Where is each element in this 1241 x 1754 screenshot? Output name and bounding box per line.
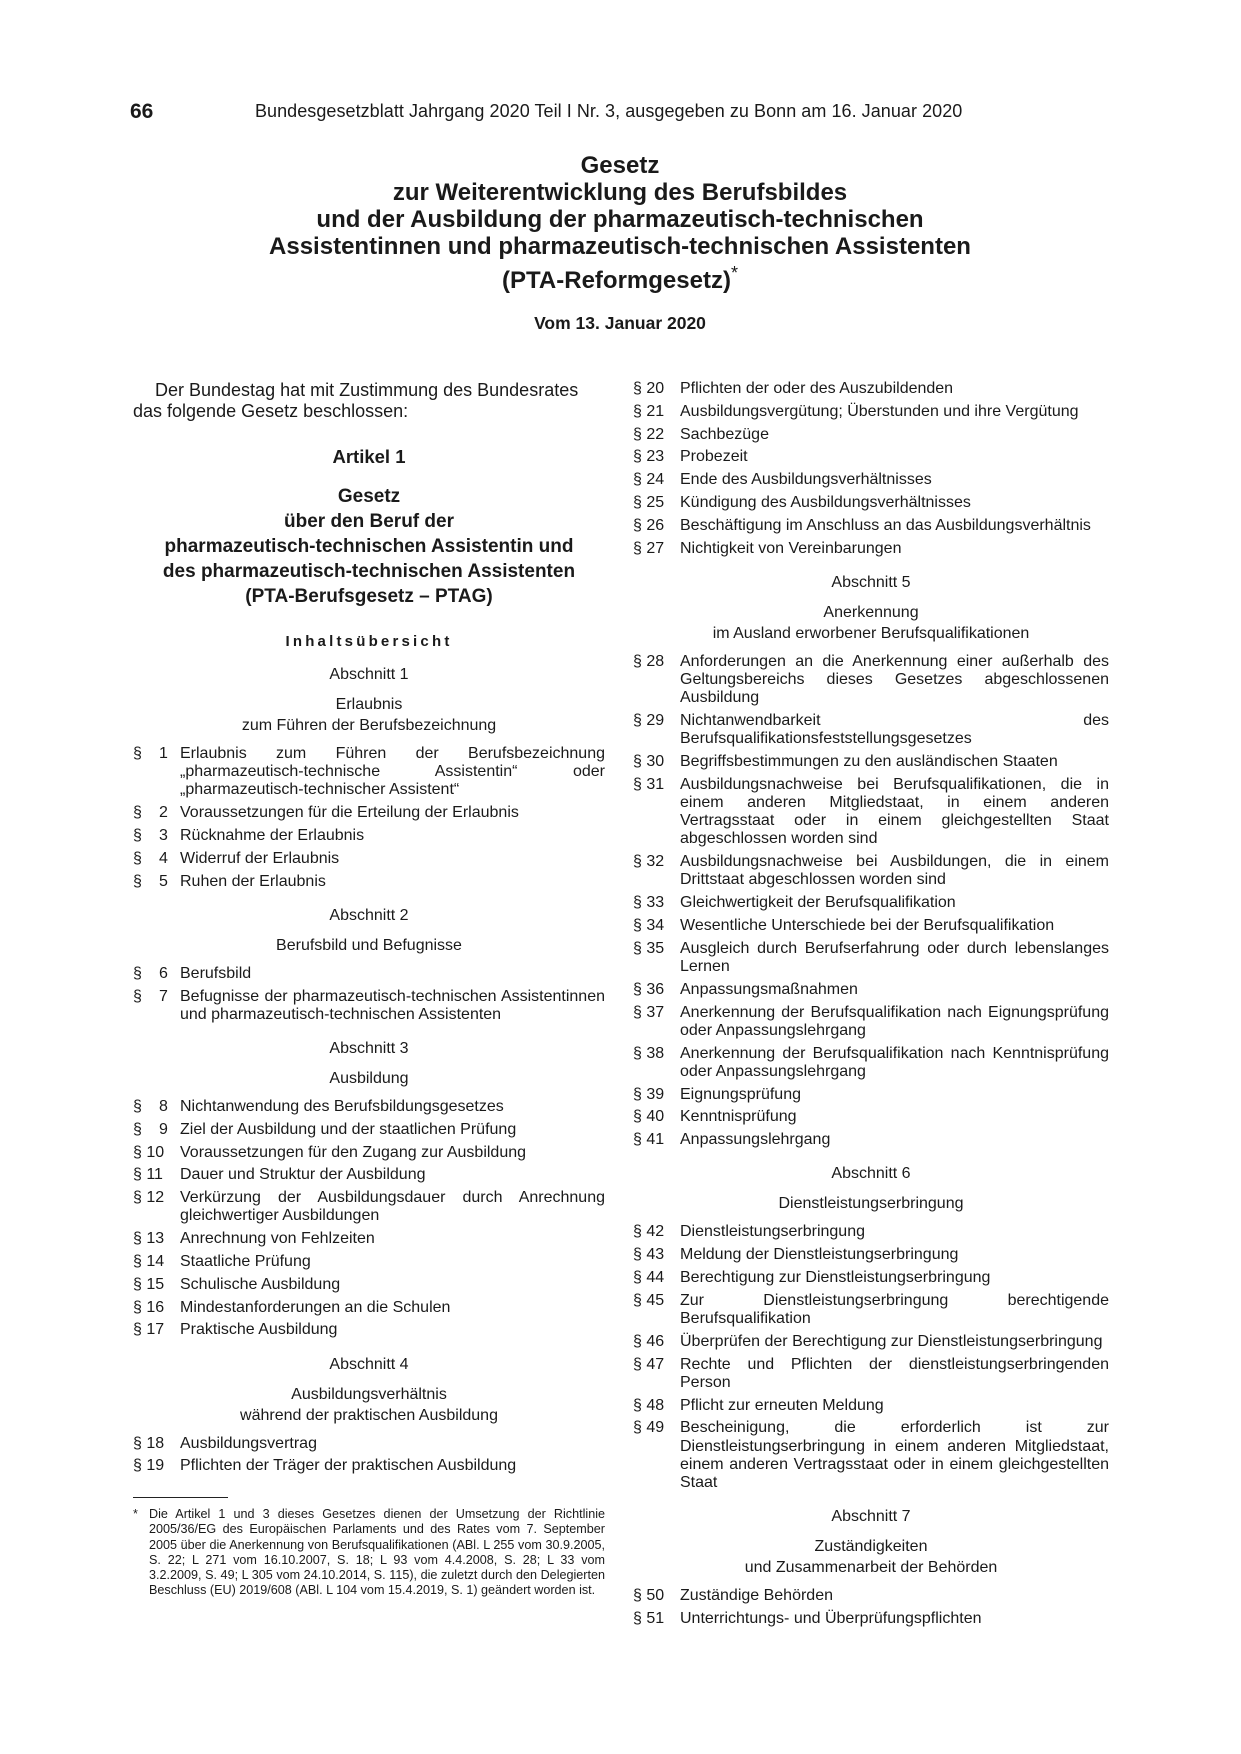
toc-entry[interactable] xyxy=(133,1166,605,1184)
paragraph-number: 6 xyxy=(159,964,168,982)
section-title-line: Zuständigkeiten xyxy=(814,1538,928,1556)
paragraph-sign: § 48 xyxy=(633,1396,665,1414)
section-label: Abschnitt 4 xyxy=(329,1355,409,1373)
toc-entry-number xyxy=(633,1108,680,1126)
paragraph-sign: § 17 xyxy=(133,1321,165,1339)
toc-entry[interactable] xyxy=(633,380,1109,398)
toc-entry[interactable] xyxy=(633,1587,1109,1605)
paragraph-sign: § 15 xyxy=(133,1275,165,1293)
article-title-line: pharmazeutisch-technischen Assistentin und xyxy=(164,536,574,557)
paragraph-sign: § 13 xyxy=(133,1230,165,1248)
footnote-text: Die Artikel 1 und 3 dieses Gesetzes dienen der Umsetzung der Richtlinie 2005/36/EG des Europäischen Parlaments und des Rates vom 7. September 2005 über die Anerkennung von Berufsqualifikationen (ABl. L 255 vom 30.9.2005, S. 22; L 271 vom 16.10.2007, S. 18; L 93 vom 4.4.2008, S. 28; L 33 vom 3.2.2009, S. 49; L 305 vom 24.10.2014, S. 115), die zuletzt durch den Delegierten Beschluss (EU) 2019/608 (ABl. L 104 vom 15.4.2019, S. 1) geändert worden ist. xyxy=(149,1507,605,1598)
toc-entry-number xyxy=(633,426,680,444)
toc-right xyxy=(633,380,1109,1628)
toc-entry-number xyxy=(633,1086,680,1104)
toc-entry-text: Dauer und Struktur der Ausbildung xyxy=(180,1166,426,1184)
toc-entry-text: Widerruf der Erlaubnis xyxy=(180,849,340,867)
toc-entry-text: Anforderungen an die Anerkennung einer außerhalb des Geltungsbereichs dieses Gesetzes abgeschlossenen Ausbildung xyxy=(680,652,1109,707)
section-title-line: Dienstleistungserbringung xyxy=(778,1195,964,1213)
paragraph-sign: § 26 xyxy=(633,516,665,534)
toc-entry-text: Ausgleich durch Berufserfahrung oder durch lebenslanges Lernen xyxy=(680,939,1109,975)
toc-entry[interactable] xyxy=(133,1121,605,1139)
toc-entry-number xyxy=(633,753,680,771)
section-title xyxy=(633,602,1109,644)
section-label: Abschnitt 6 xyxy=(831,1165,911,1183)
toc-entry[interactable] xyxy=(633,1086,1109,1104)
toc-entry-text: Gleichwertigkeit der Berufsqualifikation xyxy=(680,894,956,912)
toc-entry-text: Nichtanwendbarkeit des Berufsqualifikationsfeststellungsgesetzes xyxy=(680,711,1109,748)
toc-entry-text: Pflicht zur erneuten Meldung xyxy=(680,1396,884,1414)
toc-entry-number xyxy=(633,894,680,912)
paragraph-sign: § xyxy=(133,827,142,844)
toc-entry-text: Praktische Ausbildung xyxy=(180,1321,338,1339)
toc-entry-text: Rücknahme der Erlaubnis xyxy=(180,827,365,844)
paragraph-number: 8 xyxy=(159,1098,168,1115)
toc-entry-text: Verkürzung der Ausbildungsdauer durch Anrechnung gleichwertiger Ausbildungen xyxy=(180,1189,605,1225)
law-title-line: und der Ausbildung der pharmazeutisch-technischen xyxy=(316,206,924,233)
toc-entry-number xyxy=(633,540,680,558)
toc-entry[interactable] xyxy=(133,988,605,1024)
paragraph-sign: § 51 xyxy=(633,1609,665,1627)
toc-entry[interactable] xyxy=(133,873,605,891)
toc-entry-text: Ruhen der Erlaubnis xyxy=(180,872,326,890)
toc-entry-number xyxy=(133,1253,180,1271)
toc-entry-text: Anpassungsmaßnahmen xyxy=(680,980,858,998)
paragraph-sign: § 43 xyxy=(633,1246,665,1264)
toc-entry-number xyxy=(133,1121,180,1139)
toc-entry-number xyxy=(133,827,180,845)
toc-heading: Inhaltsübersicht xyxy=(285,633,453,650)
paragraph-sign: § 33 xyxy=(633,894,665,912)
paragraph-sign: § xyxy=(133,849,142,867)
toc-entry-text: Voraussetzungen für die Erteilung der Erlaubnis xyxy=(180,804,519,822)
paragraph-sign: § 10 xyxy=(133,1143,165,1161)
toc-entry[interactable] xyxy=(133,965,605,983)
toc-entry[interactable] xyxy=(633,1292,1109,1328)
section-title-line: Ausbildungsverhältnis xyxy=(291,1385,447,1403)
toc-entry-text: Rechte und Pflichten der dienstleistungserbringenden Person xyxy=(680,1355,1109,1391)
paragraph-sign: § 45 xyxy=(633,1291,665,1309)
toc-entry[interactable] xyxy=(133,1435,605,1453)
toc-entry[interactable] xyxy=(633,1269,1109,1287)
toc-entry[interactable] xyxy=(633,448,1109,466)
toc-entry-text: Ausbildungsvertrag xyxy=(180,1434,317,1452)
section-title-line: Erlaubnis xyxy=(335,696,403,713)
section-title-line: zum Führen der Berufsbezeichnung xyxy=(241,717,497,734)
toc-entry-number xyxy=(133,804,180,822)
toc-entry[interactable] xyxy=(133,1321,605,1339)
toc-entry-number xyxy=(633,1246,680,1264)
paragraph-number: 4 xyxy=(159,849,168,867)
toc-entry-number xyxy=(633,940,680,976)
toc-entry-text: Probezeit xyxy=(680,448,748,466)
paragraph-sign: § 11 xyxy=(133,1166,163,1184)
toc-entry[interactable] xyxy=(133,1253,605,1271)
toc-entry-number xyxy=(633,1269,680,1287)
toc-entry-number xyxy=(633,448,680,466)
paragraph-sign: § 24 xyxy=(633,471,665,489)
toc-entry-text: Anerkennung der Berufsqualifikation nach Eignungsprüfung oder Anpassungslehrgang xyxy=(680,1003,1109,1039)
toc-entry-text: Erlaubnis zum Führen der Berufsbezeichnung „pharmazeutisch-technische Assistentin“ oder „pharmazeutisch-technischer Assistent“ xyxy=(180,745,605,799)
toc-entry-number xyxy=(633,917,680,935)
toc-entry-number xyxy=(633,1397,680,1415)
toc-list xyxy=(633,380,1109,558)
paragraph-sign: § 28 xyxy=(633,652,665,670)
paragraph-sign: § 14 xyxy=(133,1252,165,1270)
paragraph-number: 1 xyxy=(159,745,168,762)
paragraph-sign: § 12 xyxy=(133,1189,165,1207)
toc-entry[interactable] xyxy=(633,426,1109,444)
paragraph-sign: § 19 xyxy=(133,1457,165,1475)
running-head: Bundesgesetzblatt Jahrgang 2020 Teil I Nr. 3, ausgegeben zu Bonn am 16. Januar 2020 xyxy=(255,101,963,121)
toc-entry[interactable] xyxy=(633,1223,1109,1241)
toc-entry[interactable] xyxy=(633,776,1109,849)
section-label: Abschnitt 5 xyxy=(831,573,911,591)
paragraph-number: 9 xyxy=(159,1120,168,1138)
toc-entry-number xyxy=(133,1098,180,1116)
law-title xyxy=(200,152,1040,294)
law-title-line: Gesetz xyxy=(580,152,660,179)
article-heading: Artikel 1 xyxy=(332,446,406,467)
toc-entry-number xyxy=(633,1333,680,1351)
paragraph-sign: § 42 xyxy=(633,1223,665,1241)
toc-entry-text: Mindestanforderungen an die Schulen xyxy=(180,1298,451,1316)
paragraph-sign: § 46 xyxy=(633,1332,665,1350)
toc-entry-number xyxy=(133,1166,180,1184)
toc-entry-text: Ausbildungsvergütung; Überstunden und ihre Vergütung xyxy=(680,402,1079,420)
toc-entry-number xyxy=(633,494,680,512)
paragraph-sign: § xyxy=(133,964,142,982)
toc-entry-number xyxy=(133,1457,180,1475)
toc-entry-number xyxy=(633,1223,680,1241)
toc-entry[interactable] xyxy=(633,1045,1109,1081)
toc-entry-number xyxy=(133,965,180,983)
toc-entry-text: Meldung der Dienstleistungserbringung xyxy=(680,1246,959,1264)
law-title-line xyxy=(200,260,1040,294)
toc-entry[interactable] xyxy=(633,653,1109,708)
section-title-line: Ausbildung xyxy=(329,1070,409,1087)
page-number: 66 xyxy=(130,100,154,123)
paragraph-sign: § 29 xyxy=(633,711,665,729)
toc-entry-number xyxy=(633,403,680,421)
toc-entry[interactable] xyxy=(633,981,1109,999)
paragraph-sign: § 34 xyxy=(633,916,665,934)
article-title-line: des pharmazeutisch-technischen Assistenten xyxy=(162,561,576,582)
toc-entry-text: Nichtigkeit von Vereinbarungen xyxy=(680,539,902,557)
toc-entry-text: Ziel der Ausbildung und der staatlichen Prüfung xyxy=(180,1120,517,1138)
paragraph-sign: § 20 xyxy=(633,380,665,397)
toc-entry-text: Unterrichtungs- und Überprüfungspflichten xyxy=(680,1609,982,1627)
toc-entry-number xyxy=(133,850,180,868)
toc-entry-number xyxy=(133,873,180,891)
toc-entry-text: Anrechnung von Fehlzeiten xyxy=(180,1230,375,1248)
toc-entry-number xyxy=(633,981,680,999)
toc-entry-number xyxy=(633,712,680,748)
toc-entry-text: Ende des Ausbildungsverhältnisses xyxy=(680,471,932,489)
toc-entry-text: Voraussetzungen für den Zugang zur Ausbildung xyxy=(180,1143,527,1161)
toc-entry[interactable] xyxy=(633,1356,1109,1392)
paragraph-sign: § 36 xyxy=(633,980,665,998)
toc-entry-number xyxy=(633,1356,680,1392)
toc-entry-text: Begriffsbestimmungen zu den ausländischen Staaten xyxy=(680,752,1058,770)
toc-entry-number xyxy=(633,1587,680,1605)
paragraph-sign: § 49 xyxy=(633,1419,665,1437)
toc-entry-number xyxy=(633,1610,680,1628)
footnote xyxy=(133,1507,605,1599)
paragraph-sign: § 31 xyxy=(633,775,665,793)
article-title xyxy=(133,484,605,609)
section-title xyxy=(133,935,605,956)
paragraph-sign: § xyxy=(133,987,142,1005)
toc-entry-number xyxy=(633,380,680,398)
toc-entry-number xyxy=(633,776,680,849)
paragraph-sign: § 25 xyxy=(633,493,665,511)
section-title-line: im Ausland erworbener Berufsqualifikationen xyxy=(712,624,1030,642)
intro-paragraph: Der Bundestag hat mit Zustimmung des Bundesrates das folgende Gesetz beschlossen: xyxy=(133,380,579,421)
toc-entry-text: Befugnisse der pharmazeutisch-technischen Assistentinnen und pharmazeutisch-technischen Assistenten xyxy=(180,987,605,1023)
toc-list xyxy=(633,1587,1109,1628)
toc-entry[interactable] xyxy=(633,917,1109,935)
article-title-line: über den Beruf der xyxy=(284,511,454,532)
article-title-line: (PTA-Berufsgesetz – PTAG) xyxy=(245,586,493,607)
toc-entry-number xyxy=(633,1419,680,1492)
toc-entry-text: Eignungsprüfung xyxy=(680,1085,801,1103)
left-column xyxy=(133,380,605,1480)
toc-entry-number xyxy=(133,1189,180,1225)
paragraph-number: 2 xyxy=(159,804,168,822)
toc-entry-number xyxy=(633,471,680,489)
toc-entry-text: Beschäftigung im Anschluss an das Ausbildungsverhältnis xyxy=(680,516,1091,534)
toc-list xyxy=(133,1098,605,1340)
paragraph-sign: § 18 xyxy=(133,1434,165,1452)
toc-entry-text: Dienstleistungserbringung xyxy=(680,1223,865,1241)
toc-entry[interactable] xyxy=(633,517,1109,535)
paragraph-sign: § xyxy=(133,1120,142,1138)
paragraph-sign: § xyxy=(133,745,142,762)
toc-entry[interactable] xyxy=(633,940,1109,976)
toc-entry[interactable] xyxy=(633,494,1109,512)
toc-entry-text: Pflichten der Träger der praktischen Ausbildung xyxy=(180,1457,517,1475)
toc-entry[interactable] xyxy=(633,1397,1109,1415)
toc-entry[interactable] xyxy=(633,1419,1109,1492)
paragraph-sign: § 16 xyxy=(133,1298,165,1316)
toc-entry[interactable] xyxy=(133,1189,605,1225)
toc-entry-text: Zuständige Behörden xyxy=(680,1587,833,1605)
toc-entry-number xyxy=(133,1321,180,1339)
toc-entry-number xyxy=(133,1435,180,1453)
toc-entry[interactable] xyxy=(133,1276,605,1294)
toc-entry-number xyxy=(633,1292,680,1328)
toc-entry[interactable] xyxy=(633,1004,1109,1040)
toc-entry-text: Anerkennung der Berufsqualifikation nach Kenntnisprüfung oder Anpassungslehrgang xyxy=(680,1044,1109,1080)
paragraph-sign: § 22 xyxy=(633,425,665,443)
toc-entry-number xyxy=(133,745,180,800)
toc-entry-text: Bescheinigung, die erforderlich ist zur Dienstleistungserbringung in einem anderen Mitgliedstaat, einem anderen Vertragsstaat oder in einem gleichgestellten Staat xyxy=(680,1419,1109,1491)
toc-entry[interactable] xyxy=(633,712,1109,748)
paragraph-sign: § 27 xyxy=(633,539,665,557)
toc-entry-text: Anpassungslehrgang xyxy=(680,1131,831,1149)
footnote-rule xyxy=(133,1497,228,1498)
section-title-line: Anerkennung xyxy=(823,603,919,621)
paragraph-number: 3 xyxy=(159,827,168,844)
toc-entry-number xyxy=(633,1004,680,1040)
toc-entry[interactable] xyxy=(133,804,605,822)
toc-entry[interactable] xyxy=(633,1246,1109,1264)
toc-entry-text: Ausbildungsnachweise bei Ausbildungen, die in einem Drittstaat abgeschlossen worden sind xyxy=(680,853,1109,889)
toc-entry-number xyxy=(133,1230,180,1248)
toc-entry-text: Staatliche Prüfung xyxy=(180,1252,311,1270)
toc-list xyxy=(633,1223,1109,1492)
toc-entry[interactable] xyxy=(633,1610,1109,1628)
section-title xyxy=(133,1068,605,1089)
section-title-line: Berufsbild und Befugnisse xyxy=(276,936,462,954)
toc-entry[interactable] xyxy=(633,403,1109,421)
section-label: Abschnitt 2 xyxy=(329,906,409,924)
toc-entry[interactable] xyxy=(633,1108,1109,1126)
section-title xyxy=(133,694,605,736)
paragraph-sign: § 44 xyxy=(633,1268,665,1286)
paragraph-number: 5 xyxy=(159,872,168,890)
toc-entry-number xyxy=(133,988,180,1024)
toc-entry-text: Ausbildungsnachweise bei Berufsqualifikationen, die in einem anderen Mitgliedstaat, in einem anderen Vertragsstaat oder in einem gleichgestellten Staat abgeschlossen worden sind xyxy=(680,775,1109,848)
toc-entry-text: Kenntnisprüfung xyxy=(680,1108,797,1126)
paragraph-sign: § 41 xyxy=(633,1131,665,1149)
toc-entry[interactable] xyxy=(633,753,1109,771)
paragraph-sign: § xyxy=(133,804,142,822)
paragraph-sign: § 38 xyxy=(633,1044,665,1062)
law-title-line: zur Weiterentwicklung des Berufsbildes xyxy=(392,179,848,206)
toc-entry[interactable] xyxy=(133,1230,605,1248)
section-label: Abschnitt 1 xyxy=(329,666,409,683)
toc-entry-text: Wesentliche Unterschiede bei der Berufsqualifikation xyxy=(680,916,1055,934)
toc-entry[interactable] xyxy=(133,827,605,845)
toc-entry[interactable] xyxy=(133,1299,605,1317)
toc-entry-number xyxy=(633,1131,680,1149)
toc-list xyxy=(133,965,605,1024)
toc-entry-text: Schulische Ausbildung xyxy=(180,1275,341,1293)
toc-entry[interactable] xyxy=(633,1131,1109,1149)
article-title-line: Gesetz xyxy=(337,486,401,507)
footnote-mark: * xyxy=(730,263,738,283)
toc-entry-number xyxy=(133,1299,180,1317)
toc-entry-text: Kündigung des Ausbildungsverhältnisses xyxy=(680,493,971,511)
law-date: Vom 13. Januar 2020 xyxy=(534,313,706,333)
toc-entry-number xyxy=(133,1276,180,1294)
toc-left xyxy=(133,666,605,1476)
toc-entry-text: Berechtigung zur Dienstleistungserbringung xyxy=(680,1268,991,1286)
toc-entry-text: Überprüfen der Berechtigung zur Dienstleistungserbringung xyxy=(680,1332,1103,1350)
paragraph-sign: § 47 xyxy=(633,1355,665,1373)
toc-entry-number xyxy=(633,653,680,708)
toc-entry-number xyxy=(633,517,680,535)
paragraph-sign: § 39 xyxy=(633,1085,665,1103)
toc-list xyxy=(633,653,1109,1150)
toc-entry-text: Zur Dienstleistungserbringung berechtigende Berufsqualifikation xyxy=(680,1291,1109,1327)
paragraph-number: 7 xyxy=(159,987,168,1005)
paragraph-sign: § 32 xyxy=(633,853,665,871)
paragraph-sign: § 30 xyxy=(633,752,665,770)
law-title-short: (PTA-Reformgesetz) xyxy=(502,267,731,294)
toc-entry[interactable] xyxy=(633,894,1109,912)
toc-entry-number xyxy=(133,1144,180,1162)
section-title-line: und Zusammenarbeit der Behörden xyxy=(744,1559,998,1577)
paragraph-sign: § xyxy=(133,872,142,890)
toc-entry-number xyxy=(633,853,680,889)
toc-list xyxy=(133,1435,605,1476)
footnote-marker: * xyxy=(133,1507,138,1521)
toc-entry[interactable] xyxy=(633,1333,1109,1351)
paragraph-sign: § 21 xyxy=(633,402,665,420)
paragraph-sign: § 35 xyxy=(633,939,665,957)
section-title xyxy=(633,1536,1109,1578)
toc-entry[interactable] xyxy=(633,471,1109,489)
toc-entry[interactable] xyxy=(633,853,1109,889)
toc-entry[interactable] xyxy=(133,1144,605,1162)
right-column xyxy=(633,380,1109,1633)
toc-entry-text: Nichtanwendung des Berufsbildungsgesetzes xyxy=(180,1098,504,1115)
section-label: Abschnitt 7 xyxy=(831,1508,911,1526)
paragraph-sign: § 23 xyxy=(633,448,665,466)
section-title xyxy=(633,1193,1109,1214)
law-title-line: Assistentinnen und pharmazeutisch-technischen Assistenten xyxy=(269,233,971,260)
paragraph-sign: § 37 xyxy=(633,1003,665,1021)
toc-entry[interactable] xyxy=(133,1457,605,1475)
toc-entry[interactable] xyxy=(133,1098,605,1116)
paragraph-sign: § 40 xyxy=(633,1108,665,1126)
paragraph-sign: § 50 xyxy=(633,1587,665,1605)
toc-entry[interactable] xyxy=(633,540,1109,558)
toc-entry-text: Pflichten der oder des Auszubildenden xyxy=(680,380,954,397)
section-title-line: während der praktischen Ausbildung xyxy=(240,1406,498,1424)
toc-entry[interactable] xyxy=(133,745,605,800)
toc-list xyxy=(133,745,605,891)
section-title xyxy=(133,1384,605,1426)
toc-entry-text: Berufsbild xyxy=(180,964,252,982)
toc-entry[interactable] xyxy=(133,850,605,868)
paragraph-sign: § xyxy=(133,1098,142,1115)
section-label: Abschnitt 3 xyxy=(329,1040,409,1057)
toc-entry-number xyxy=(633,1045,680,1081)
toc-entry-text: Sachbezüge xyxy=(680,425,769,443)
